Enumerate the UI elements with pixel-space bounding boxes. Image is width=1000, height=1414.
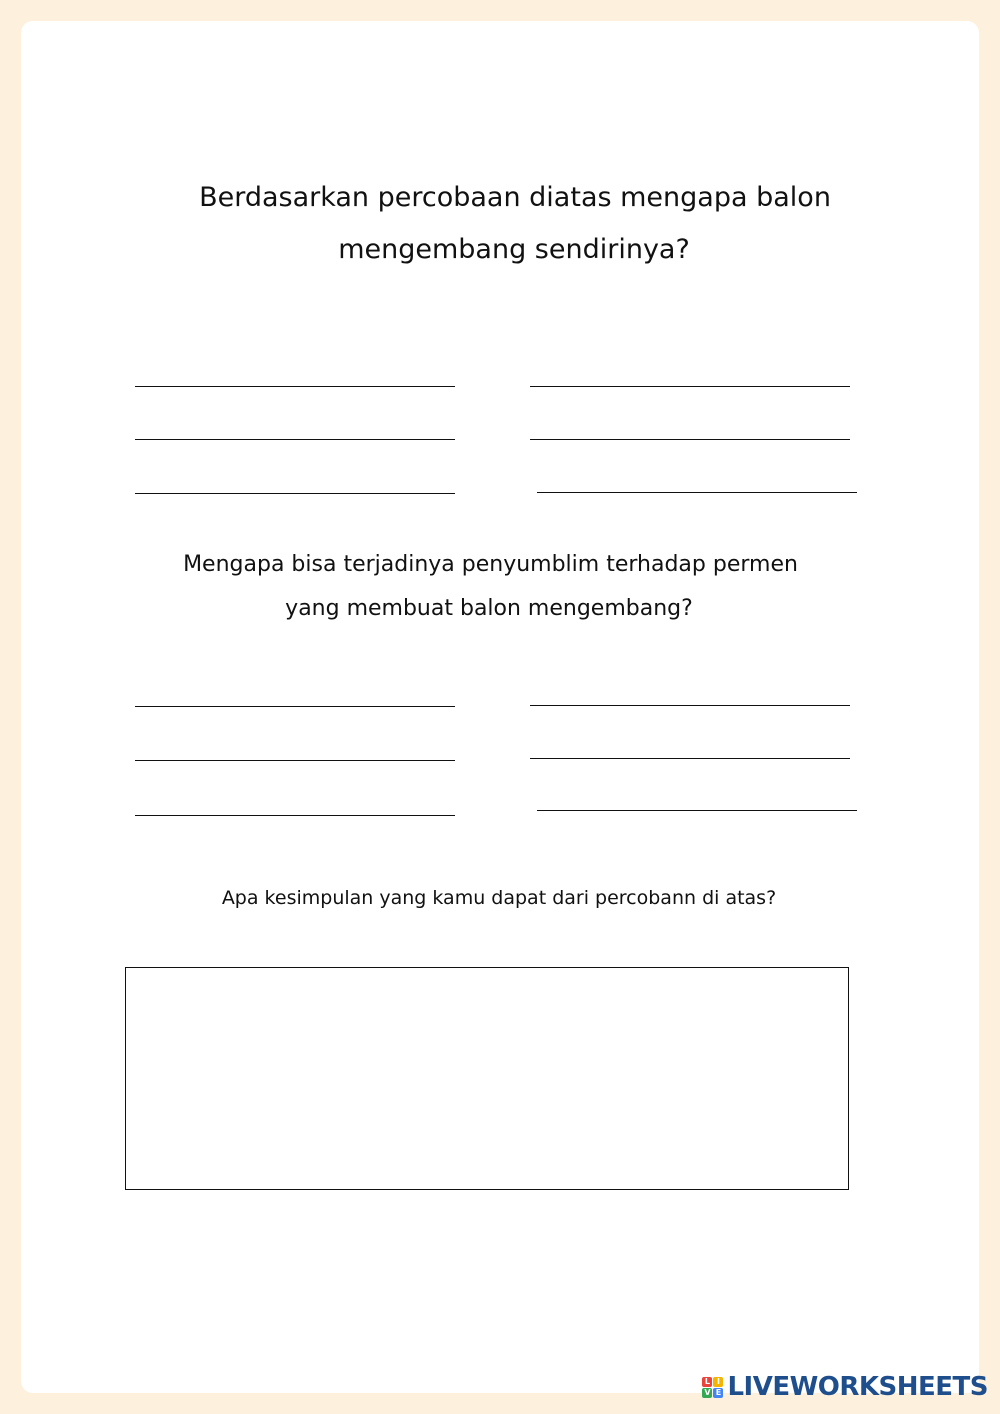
logo-letter-i: I [713,1377,723,1387]
brand-name: LIVEWORKSHEETS [727,1372,988,1402]
question-2 [0,543,1000,631]
question-3 [0,883,1000,913]
liveworksheets-brand [702,1372,988,1402]
answer-line-q2-right-1[interactable] [530,705,850,706]
logo-letter-v: V [704,1387,711,1397]
answer-line-q2-right-3[interactable] [537,810,857,811]
logo-letter-e: E [713,1388,723,1398]
answer-line-q2-left-3[interactable] [135,815,455,816]
liveworksheets-logo-icon [702,1377,723,1398]
question-2-line-2: yang membuat balon mengembang? [285,596,693,621]
logo-letter-l: L [702,1377,712,1387]
answer-line-q1-left-2[interactable] [135,439,455,440]
answer-line-q1-left-3[interactable] [135,493,455,494]
answer-line-q1-right-3[interactable] [537,492,857,493]
question-1 [0,172,1000,276]
answer-line-q2-left-1[interactable] [135,706,455,707]
question-2-line-1: Mengapa bisa terjadinya penyumblim terhadap permen [183,552,798,577]
answer-line-q2-left-2[interactable] [135,760,455,761]
question-1-line-1: Berdasarkan percobaan diatas mengapa balon [199,182,831,213]
conclusion-answer-box[interactable] [125,967,849,1190]
answer-line-q2-right-2[interactable] [530,758,850,759]
answer-line-q1-right-1[interactable] [530,386,850,387]
question-3-line-1: Apa kesimpulan yang kamu dapat dari percobann di atas? [221,887,777,909]
question-1-line-2: mengembang sendirinya? [338,234,690,265]
answer-line-q1-right-2[interactable] [530,439,850,440]
answer-line-q1-left-1[interactable] [135,386,455,387]
